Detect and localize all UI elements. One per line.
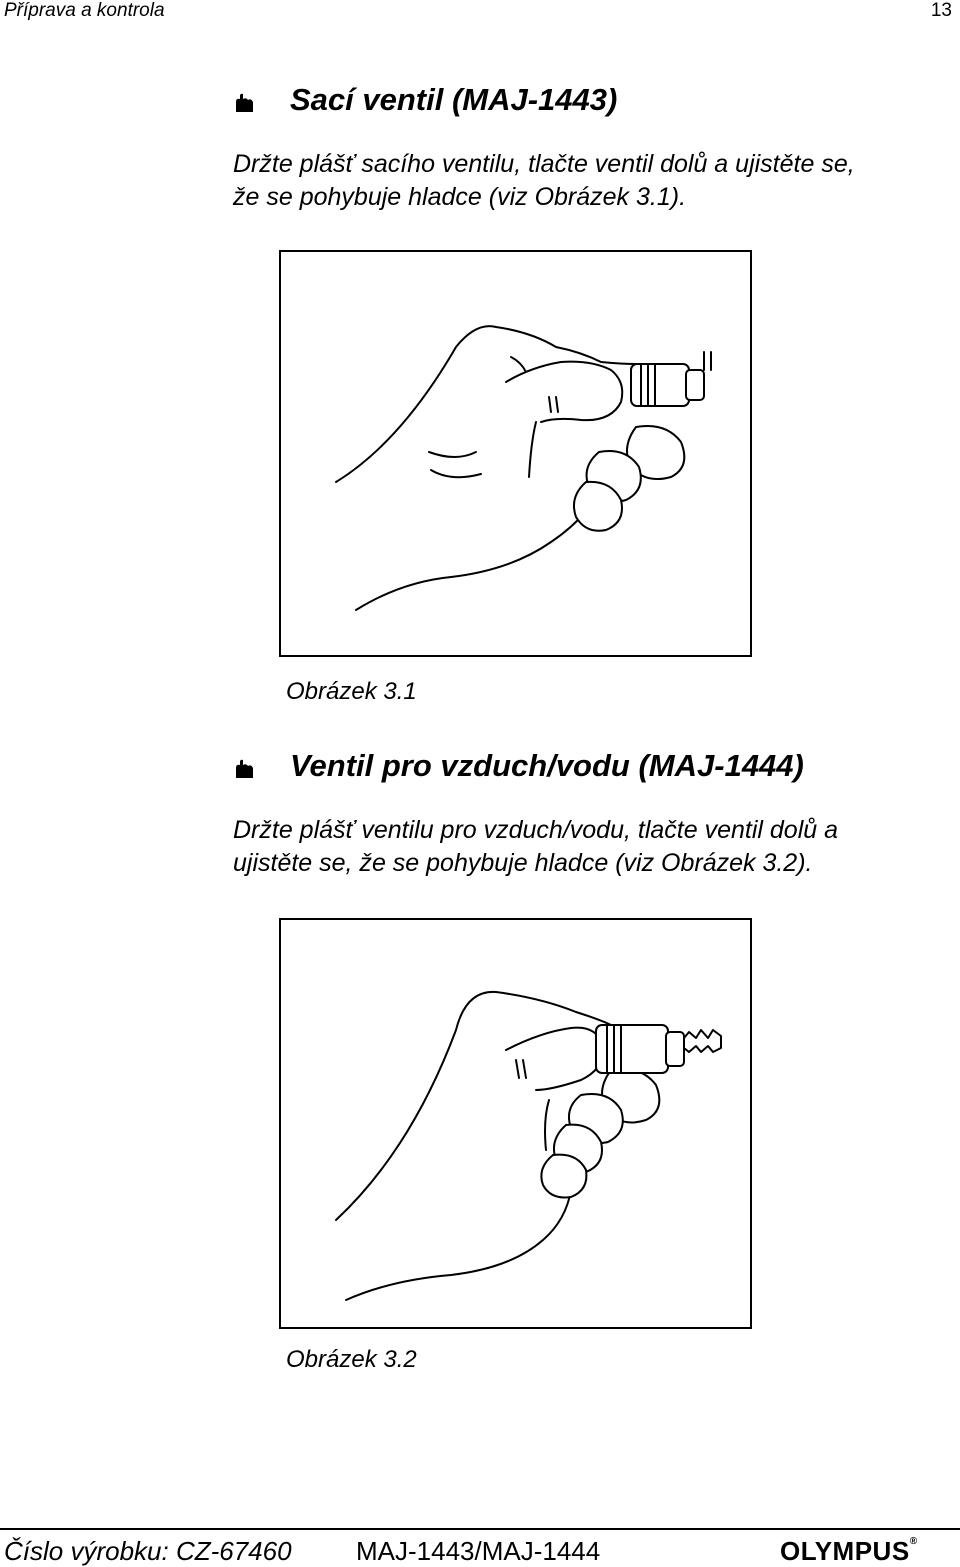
figure-caption-3-2: Obrázek 3.2 <box>286 1346 417 1373</box>
figure-3-2 <box>279 918 752 1329</box>
brand-logo <box>780 1536 918 1567</box>
section-title-suction-valve: Sací ventil (MAJ-1443) <box>290 82 618 117</box>
section-body-suction-valve <box>233 148 855 214</box>
section-title-air-water-valve: Ventil pro vzduch/vodu (MAJ-1444) <box>290 748 804 783</box>
body-line: Držte plášť sacího ventilu, tlačte ventil dolů a ujistěte se, <box>233 150 855 178</box>
footer-divider <box>0 1528 960 1530</box>
figure-3-1 <box>279 250 752 657</box>
page-number: 13 <box>930 0 952 21</box>
registered-mark: ® <box>909 1536 918 1547</box>
body-line: že se pohybuje hladce (viz Obrázek 3.1). <box>233 183 687 211</box>
hand-holding-suction-valve-illustration <box>281 252 750 655</box>
footer-models: MAJ-1443/MAJ-1444 <box>356 1536 601 1566</box>
hand-pointer-bullet-icon <box>233 92 257 116</box>
hand-holding-air-water-valve-illustration <box>281 920 750 1327</box>
footer-product-number: Číslo výrobku: CZ-67460 <box>4 1536 292 1566</box>
brand-logo-text: OLYMPUS <box>780 1536 910 1566</box>
body-line: Držte plášť ventilu pro vzduch/vodu, tlačte ventil dolů a <box>233 816 839 844</box>
section-body-air-water-valve <box>233 814 838 880</box>
header-section-title: Příprava a kontrola <box>4 0 165 21</box>
body-line: ujistěte se, že se pohybuje hladce (viz Obrázek 3.2). <box>233 849 813 877</box>
figure-caption-3-1: Obrázek 3.1 <box>286 678 417 705</box>
hand-pointer-bullet-icon <box>233 758 257 782</box>
